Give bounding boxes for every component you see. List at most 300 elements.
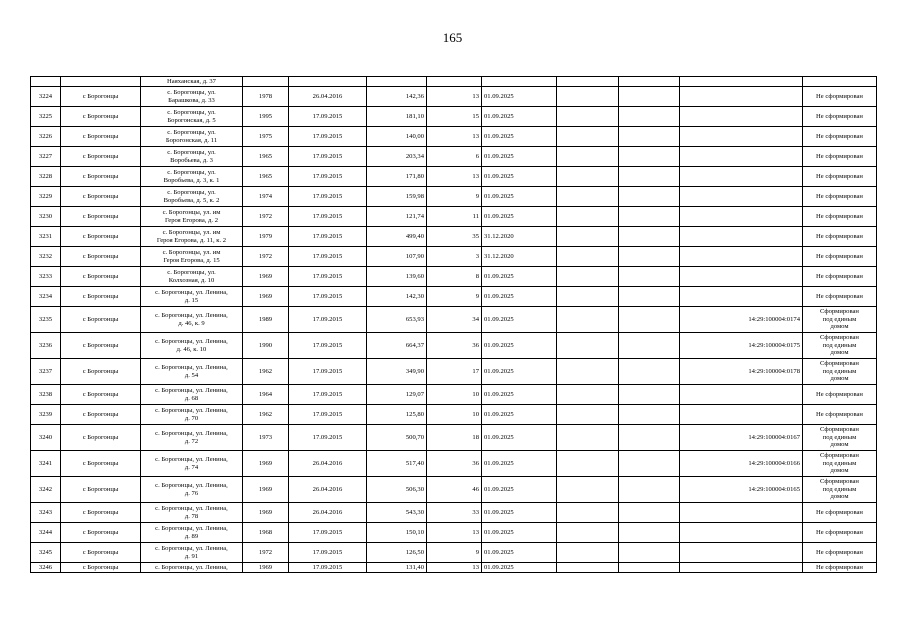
status-line-1: Не сформирован	[816, 272, 863, 280]
cell-settlement: с Борогонцы	[61, 425, 141, 451]
cell-num: 3229	[31, 187, 61, 207]
cell-deadline: 01.09.2025	[482, 307, 557, 333]
cell-empty	[557, 307, 619, 333]
cell-empty	[557, 503, 619, 523]
address-line-2: д. 91	[184, 552, 199, 560]
cell-date: 17.09.2015	[289, 385, 367, 405]
status-line-1: Не сформирован	[816, 212, 863, 220]
cell-area: 107,90	[367, 247, 427, 267]
status-line-3: домом	[830, 467, 849, 475]
table-row	[31, 451, 877, 477]
table-row	[31, 127, 877, 147]
address-line-1: с. Борогонцы, ул.	[167, 149, 216, 157]
cell-area: 139,60	[367, 267, 427, 287]
cell-cadastral: 14:29:100004:0178	[680, 359, 803, 385]
cell-status	[803, 207, 877, 227]
cell-count: 13	[427, 87, 482, 107]
cell-empty	[619, 333, 680, 359]
cell-year: 1978	[243, 87, 289, 107]
cell-status	[803, 543, 877, 563]
address-line-1: с. Борогонцы, ул. Ленина,	[155, 430, 228, 438]
table-row	[31, 167, 877, 187]
cell-deadline: 01.09.2025	[482, 503, 557, 523]
cell-address	[141, 127, 243, 147]
address-line-2: д. 89	[184, 532, 199, 540]
cell-date: 17.09.2015	[289, 333, 367, 359]
status-line-1: Не сформирован	[816, 548, 863, 556]
cell-deadline: 01.09.2025	[482, 127, 557, 147]
cell-date: 17.09.2015	[289, 287, 367, 307]
status-line-1: Сформирован	[820, 308, 859, 316]
cell-address	[141, 359, 243, 385]
cell-empty	[619, 359, 680, 385]
cell-num: 3239	[31, 405, 61, 425]
address-line-1: с. Борогонцы, ул. Ленина,	[155, 482, 228, 490]
cell-count: 17	[427, 359, 482, 385]
cell-num: 3231	[31, 227, 61, 247]
cell-status	[803, 405, 877, 425]
address-line-2: д. 76	[184, 489, 199, 497]
cell-date: 17.09.2015	[289, 267, 367, 287]
cell-count: 10	[427, 405, 482, 425]
cell-area: 203,34	[367, 147, 427, 167]
cell-address	[141, 333, 243, 359]
cell-empty	[557, 287, 619, 307]
cell-year: 1979	[243, 227, 289, 247]
cell-deadline: 01.09.2025	[482, 107, 557, 127]
cell-empty	[557, 207, 619, 227]
cell-settlement: с Борогонцы	[61, 503, 141, 523]
cell-year: 1972	[243, 247, 289, 267]
cell-num: 3237	[31, 359, 61, 385]
cell-status	[803, 77, 877, 87]
status-line-2: под единым	[822, 341, 857, 349]
cell-deadline	[482, 77, 557, 87]
cell-settlement: с Борогонцы	[61, 523, 141, 543]
table-body	[31, 77, 877, 573]
status-line-3: домом	[830, 375, 849, 383]
table-row	[31, 359, 877, 385]
status-line-1: Сформирован	[820, 360, 859, 368]
cell-address	[141, 451, 243, 477]
table-row	[31, 477, 877, 503]
cell-cadastral	[680, 227, 803, 247]
cell-area: 129,07	[367, 385, 427, 405]
cell-num: 3242	[31, 477, 61, 503]
cell-empty	[557, 227, 619, 247]
cell-area: 121,74	[367, 207, 427, 227]
cell-deadline: 01.09.2025	[482, 147, 557, 167]
cell-area: 500,70	[367, 425, 427, 451]
address-line-2: д. 15	[184, 296, 199, 304]
cell-count: 18	[427, 425, 482, 451]
cell-count: 3	[427, 247, 482, 267]
cell-address	[141, 385, 243, 405]
cell-empty	[619, 147, 680, 167]
cell-year: 1968	[243, 523, 289, 543]
cell-empty	[557, 267, 619, 287]
cell-count: 35	[427, 227, 482, 247]
cell-address	[141, 107, 243, 127]
cell-count: 9	[427, 543, 482, 563]
cell-year: 1990	[243, 333, 289, 359]
cell-year: 1973	[243, 425, 289, 451]
address-line-1: с. Борогонцы, ул.	[167, 269, 216, 277]
cell-num: 3246	[31, 563, 61, 573]
address-line-2: Борогонская, д. 5	[167, 116, 216, 124]
table-row	[31, 405, 877, 425]
cell-empty	[557, 147, 619, 167]
cell-address	[141, 503, 243, 523]
address-line-1: с. Борогонцы, ул.	[167, 129, 216, 137]
cell-settlement: с Борогонцы	[61, 359, 141, 385]
cell-address	[141, 425, 243, 451]
cell-empty	[619, 523, 680, 543]
address-line-2: д. 70	[184, 414, 199, 422]
address-line-2: д. 46, к. 9	[178, 319, 205, 327]
address-line-1: с. Борогонцы, ул. им	[162, 209, 221, 217]
cell-settlement: с Борогонцы	[61, 187, 141, 207]
cell-deadline: 01.09.2025	[482, 543, 557, 563]
status-line-1: Сформирован	[820, 478, 859, 486]
cell-settlement: с Борогонцы	[61, 451, 141, 477]
cell-empty	[557, 127, 619, 147]
cell-status	[803, 87, 877, 107]
cell-count: 13	[427, 127, 482, 147]
status-line-3: домом	[830, 349, 849, 357]
address-line-2: д. 74	[184, 463, 199, 471]
cell-cadastral: 14:29:100004:0175	[680, 333, 803, 359]
cell-date: 17.09.2015	[289, 247, 367, 267]
address-line-1: с. Борогонцы, ул. Ленина,	[155, 563, 228, 571]
cell-status	[803, 287, 877, 307]
address-line-1: с. Борогонцы, ул. им	[162, 249, 221, 257]
cell-date: 26.04.2016	[289, 87, 367, 107]
cell-cadastral	[680, 107, 803, 127]
cell-num: 3243	[31, 503, 61, 523]
cell-area: 126,50	[367, 543, 427, 563]
cell-count: 13	[427, 563, 482, 573]
address-line-1: с. Борогонцы, ул. Ленина,	[155, 387, 228, 395]
status-line-1: Сформирован	[820, 334, 859, 342]
cell-count: 46	[427, 477, 482, 503]
table-row	[31, 307, 877, 333]
cell-address	[141, 543, 243, 563]
cell-empty	[557, 477, 619, 503]
status-line-1: Не сформирован	[816, 390, 863, 398]
cell-num: 3230	[31, 207, 61, 227]
cell-area: 664,37	[367, 333, 427, 359]
cell-date: 17.09.2015	[289, 523, 367, 543]
cell-year: 1969	[243, 287, 289, 307]
address-line-1: с. Борогонцы, ул. Ленина,	[155, 289, 228, 297]
cell-deadline: 01.09.2025	[482, 405, 557, 425]
cell-cadastral	[680, 543, 803, 563]
cell-empty	[619, 187, 680, 207]
cell-count: 36	[427, 333, 482, 359]
page-number: 165	[442, 30, 463, 45]
status-line-1: Не сформирован	[816, 528, 863, 536]
cell-num: 3238	[31, 385, 61, 405]
status-line-2: под единым	[822, 459, 857, 467]
cell-year: 1962	[243, 405, 289, 425]
cell-cadastral	[680, 187, 803, 207]
cell-year: 1972	[243, 207, 289, 227]
cell-address	[141, 167, 243, 187]
address-line-2: Колхозная, д. 10	[168, 276, 215, 284]
address-line-2: Воробьева, д. 5, к. 2	[163, 196, 220, 204]
cell-settlement: с Борогонцы	[61, 287, 141, 307]
address-line-1: с. Борогонцы, ул. Ленина,	[155, 505, 228, 513]
cell-count: 13	[427, 523, 482, 543]
cell-deadline: 01.09.2025	[482, 523, 557, 543]
address-line-2: Борогонская, д. 11	[165, 136, 218, 144]
cell-area: 349,90	[367, 359, 427, 385]
cell-status	[803, 147, 877, 167]
cell-settlement: с Борогонцы	[61, 543, 141, 563]
table-row	[31, 187, 877, 207]
address-line-1: с. Борогонцы, ул.	[167, 189, 216, 197]
cell-settlement: с Борогонцы	[61, 563, 141, 573]
cell-empty	[619, 451, 680, 477]
address-line-1: с. Борогонцы, ул. Ленина,	[155, 407, 228, 415]
cell-area: 171,80	[367, 167, 427, 187]
cell-empty	[619, 127, 680, 147]
status-line-1: Не сформирован	[816, 152, 863, 160]
cell-num: 3234	[31, 287, 61, 307]
cell-empty	[619, 477, 680, 503]
cell-deadline: 01.09.2025	[482, 563, 557, 573]
address-line-2: д. 54	[184, 371, 199, 379]
cell-num: 3228	[31, 167, 61, 187]
cell-address	[141, 307, 243, 333]
address-line-2: Героя Егорова, д. 15	[163, 256, 220, 264]
cell-cadastral	[680, 503, 803, 523]
cell-area: 653,93	[367, 307, 427, 333]
cell-empty	[619, 543, 680, 563]
cell-date: 17.09.2015	[289, 147, 367, 167]
address-line-1: с. Борогонцы, ул. Ленина,	[155, 364, 228, 372]
cell-empty	[557, 359, 619, 385]
cell-cadastral	[680, 247, 803, 267]
cell-area	[367, 77, 427, 87]
cell-empty	[557, 167, 619, 187]
status-line-3: домом	[830, 441, 849, 449]
status-line-1: Сформирован	[820, 452, 859, 460]
cell-count: 6	[427, 147, 482, 167]
cell-settlement: с Борогонцы	[61, 307, 141, 333]
cell-date	[289, 77, 367, 87]
table-row	[31, 227, 877, 247]
address-line-2: д. 72	[184, 437, 199, 445]
cell-deadline: 31.12.2020	[482, 227, 557, 247]
table-row	[31, 267, 877, 287]
cell-area: 131,40	[367, 563, 427, 573]
cell-status	[803, 477, 877, 503]
cell-address	[141, 523, 243, 543]
cell-num: 3233	[31, 267, 61, 287]
cell-area: 499,40	[367, 227, 427, 247]
cell-status	[803, 425, 877, 451]
cell-empty	[619, 503, 680, 523]
cell-settlement: с Борогонцы	[61, 267, 141, 287]
cell-settlement: с Борогонцы	[61, 405, 141, 425]
address-line-1: с. Борогонцы, ул. Ленина,	[155, 338, 228, 346]
cell-date: 17.09.2015	[289, 405, 367, 425]
cell-address	[141, 405, 243, 425]
cell-num: 3240	[31, 425, 61, 451]
cell-year: 1962	[243, 359, 289, 385]
cell-address	[141, 563, 243, 573]
status-line-1: Не сформирован	[816, 112, 863, 120]
cell-date: 17.09.2015	[289, 187, 367, 207]
cell-deadline: 01.09.2025	[482, 207, 557, 227]
cell-empty	[619, 385, 680, 405]
cell-status	[803, 523, 877, 543]
cell-count: 13	[427, 167, 482, 187]
cell-date: 26.04.2016	[289, 503, 367, 523]
address-line-2: Героя Егорова, д. 2	[164, 216, 219, 224]
cell-date: 17.09.2015	[289, 107, 367, 127]
cell-area: 517,40	[367, 451, 427, 477]
cell-empty	[557, 107, 619, 127]
address-line-1: с. Борогонцы, ул. Ленина,	[155, 525, 228, 533]
cell-date: 17.09.2015	[289, 307, 367, 333]
cell-status	[803, 247, 877, 267]
cell-deadline: 01.09.2025	[482, 451, 557, 477]
table-row	[31, 207, 877, 227]
cell-area: 159,98	[367, 187, 427, 207]
cell-cadastral	[680, 405, 803, 425]
cell-settlement: с Борогонцы	[61, 107, 141, 127]
cell-area: 125,80	[367, 405, 427, 425]
status-line-1: Не сформирован	[816, 252, 863, 260]
cell-settlement: с Борогонцы	[61, 227, 141, 247]
cell-status	[803, 227, 877, 247]
status-line-3: домом	[830, 323, 849, 331]
status-line-2: под единым	[822, 367, 857, 375]
cell-area: 140,00	[367, 127, 427, 147]
cell-count: 33	[427, 503, 482, 523]
address-line-1: с. Борогонцы, ул.	[167, 89, 216, 97]
cell-count: 9	[427, 187, 482, 207]
cell-date: 17.09.2015	[289, 227, 367, 247]
table-row-continuation	[31, 77, 877, 87]
status-line-1: Не сформирован	[816, 410, 863, 418]
cell-settlement: с Борогонцы	[61, 147, 141, 167]
cell-deadline: 01.09.2025	[482, 267, 557, 287]
status-line-2: под единым	[822, 433, 857, 441]
cell-address	[141, 187, 243, 207]
cell-address	[141, 287, 243, 307]
status-line-1: Сформирован	[820, 426, 859, 434]
cell-year: 1969	[243, 503, 289, 523]
table-row	[31, 333, 877, 359]
cell-num: 3232	[31, 247, 61, 267]
cell-cadastral	[680, 523, 803, 543]
cell-settlement: с Борогонцы	[61, 247, 141, 267]
status-line-1: Не сформирован	[816, 563, 863, 571]
status-line-1: Не сформирован	[816, 172, 863, 180]
cell-year: 1969	[243, 451, 289, 477]
cell-address	[141, 267, 243, 287]
cell-cadastral: 14:29:100004:0165	[680, 477, 803, 503]
cell-year: 1975	[243, 127, 289, 147]
cell-date: 17.09.2015	[289, 543, 367, 563]
cell-area: 142,36	[367, 87, 427, 107]
cell-date: 17.09.2015	[289, 563, 367, 573]
cell-date: 17.09.2015	[289, 207, 367, 227]
cell-empty	[557, 405, 619, 425]
cell-deadline: 01.09.2025	[482, 385, 557, 405]
cell-empty	[557, 425, 619, 451]
cell-empty	[619, 167, 680, 187]
table-row	[31, 385, 877, 405]
cell-cadastral: 14:29:100004:0167	[680, 425, 803, 451]
address-line-1: с. Борогонцы, ул. Ленина,	[155, 545, 228, 553]
cell-year: 1972	[243, 543, 289, 563]
address-line-2: д. 78	[184, 512, 199, 520]
cell-deadline: 01.09.2025	[482, 187, 557, 207]
cell-num: 3241	[31, 451, 61, 477]
status-line-2: под единым	[822, 315, 857, 323]
cell-count	[427, 77, 482, 87]
status-line-1: Не сформирован	[816, 132, 863, 140]
cell-empty	[619, 107, 680, 127]
cell-num: 3224	[31, 87, 61, 107]
cell-num: 3226	[31, 127, 61, 147]
cell-year: 1969	[243, 267, 289, 287]
address-line-2: д. 46, к. 10	[176, 345, 207, 353]
cell-status	[803, 503, 877, 523]
cell-status	[803, 107, 877, 127]
cell-num: 3225	[31, 107, 61, 127]
cell-year: 1965	[243, 167, 289, 187]
cell-address	[141, 247, 243, 267]
cell-date: 17.09.2015	[289, 425, 367, 451]
cell-count: 11	[427, 207, 482, 227]
cell-address	[141, 147, 243, 167]
cell-cadastral	[680, 147, 803, 167]
status-line-1: Не сформирован	[816, 508, 863, 516]
cell-count: 8	[427, 267, 482, 287]
cell-settlement	[61, 77, 141, 87]
housing-registry-table	[30, 76, 877, 573]
cell-empty	[619, 207, 680, 227]
status-line-3: домом	[830, 493, 849, 501]
cell-deadline: 01.09.2025	[482, 425, 557, 451]
cell-settlement: с Борогонцы	[61, 477, 141, 503]
address-line-2: Воробьева, д. 3, к. 1	[163, 176, 220, 184]
cell-area: 181,10	[367, 107, 427, 127]
cell-count: 34	[427, 307, 482, 333]
cell-empty	[619, 287, 680, 307]
table-row	[31, 287, 877, 307]
cell-num: 3236	[31, 333, 61, 359]
address-line-1: с. Борогонцы, ул. Ленина,	[155, 456, 228, 464]
table-row	[31, 563, 877, 573]
cell-empty	[619, 563, 680, 573]
cell-empty	[557, 563, 619, 573]
cell-status	[803, 167, 877, 187]
table-row	[31, 503, 877, 523]
cell-year: 1969	[243, 563, 289, 573]
address-line-2: Воробьева, д. 3	[170, 156, 213, 164]
cell-settlement: с Борогонцы	[61, 385, 141, 405]
address-line-2: Героя Егорова, д. 11, к. 2	[156, 236, 227, 244]
cell-status	[803, 307, 877, 333]
address-line-1: с. Борогонцы, ул. Ленина,	[155, 312, 228, 320]
